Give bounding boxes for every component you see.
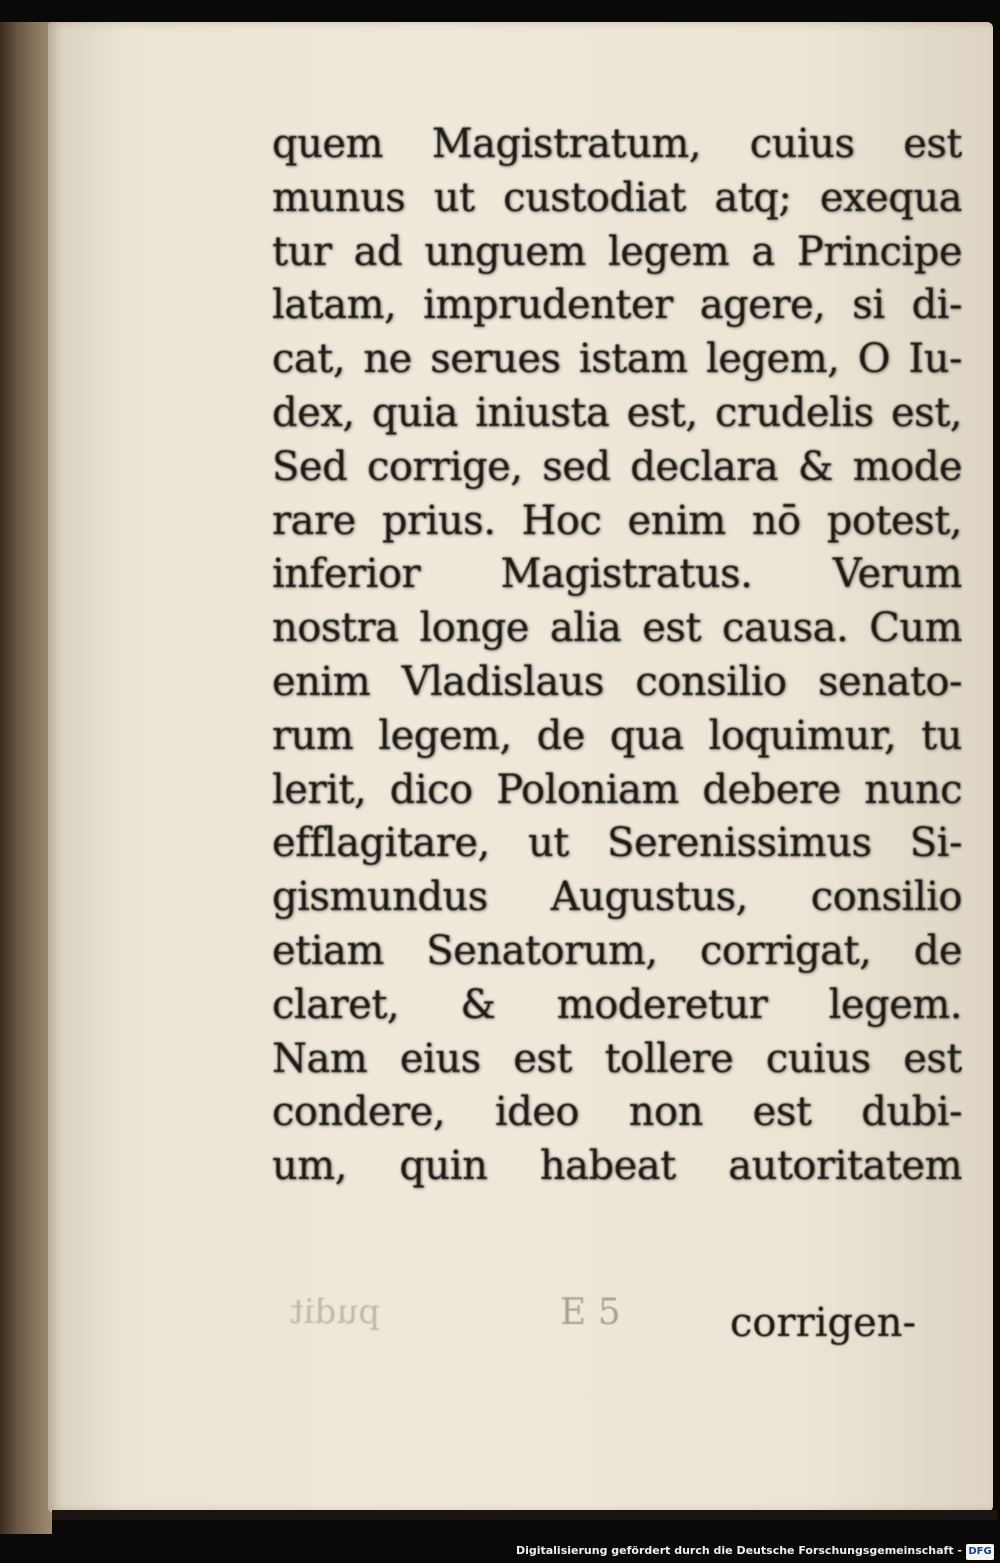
text-line: Nam eius est tollere cuius est — [272, 1035, 962, 1082]
text-line: lerit, dico Poloniam debere nunc — [272, 766, 962, 813]
funding-credit: Digitalisierung gefördert durch die Deutsche Forschungsgemeinschaft - — [515, 1544, 962, 1557]
text-line: nostra longe alia est causa. Cum — [272, 605, 962, 652]
text-line: efflagitare, ut Serenissimus Si- — [272, 820, 962, 867]
text-line: tur ad unguem legem a Principe — [272, 228, 962, 275]
text-line: rare prius. Hoc enim nō potest, — [272, 497, 962, 544]
page-shadow — [52, 1510, 997, 1520]
text-line: dex, quia iniusta est, crudelis est, — [272, 389, 962, 436]
body-text — [272, 118, 962, 1194]
signature-mark: E 5 — [560, 1292, 621, 1333]
catchword: corrigen- — [730, 1300, 917, 1346]
text-line: enim Vladislaus consilio senato- — [272, 658, 962, 705]
text-line: condere, ideo non est dubi- — [272, 1089, 962, 1136]
text-line: latam, imprudenter agere, si di- — [272, 282, 962, 329]
text-line: claret, & moderetur legem. — [272, 981, 962, 1028]
text-line: gismundus Augustus, consilio — [272, 874, 962, 921]
showthrough-text: pudit — [290, 1292, 380, 1332]
dfg-logo: DFG — [966, 1544, 994, 1560]
text-line: rum legem, de qua loquimur, tu — [272, 712, 962, 759]
text-line: munus ut custodiat atq; exequa — [272, 174, 962, 221]
text-line: inferior Magistratus. Verum — [272, 551, 962, 598]
text-line: etiam Senatorum, corrigat, de — [272, 927, 962, 974]
text-line: um, quin habeat autoritatem — [272, 1143, 962, 1190]
text-line: cat, ne serues istam legem, O Iu- — [272, 336, 962, 383]
text-line: quem Magistratum, cuius est — [272, 121, 962, 167]
footer-bar — [0, 1535, 1000, 1563]
book-edge — [0, 22, 52, 1534]
text-line: Sed corrige, sed declara & mode — [272, 443, 962, 490]
